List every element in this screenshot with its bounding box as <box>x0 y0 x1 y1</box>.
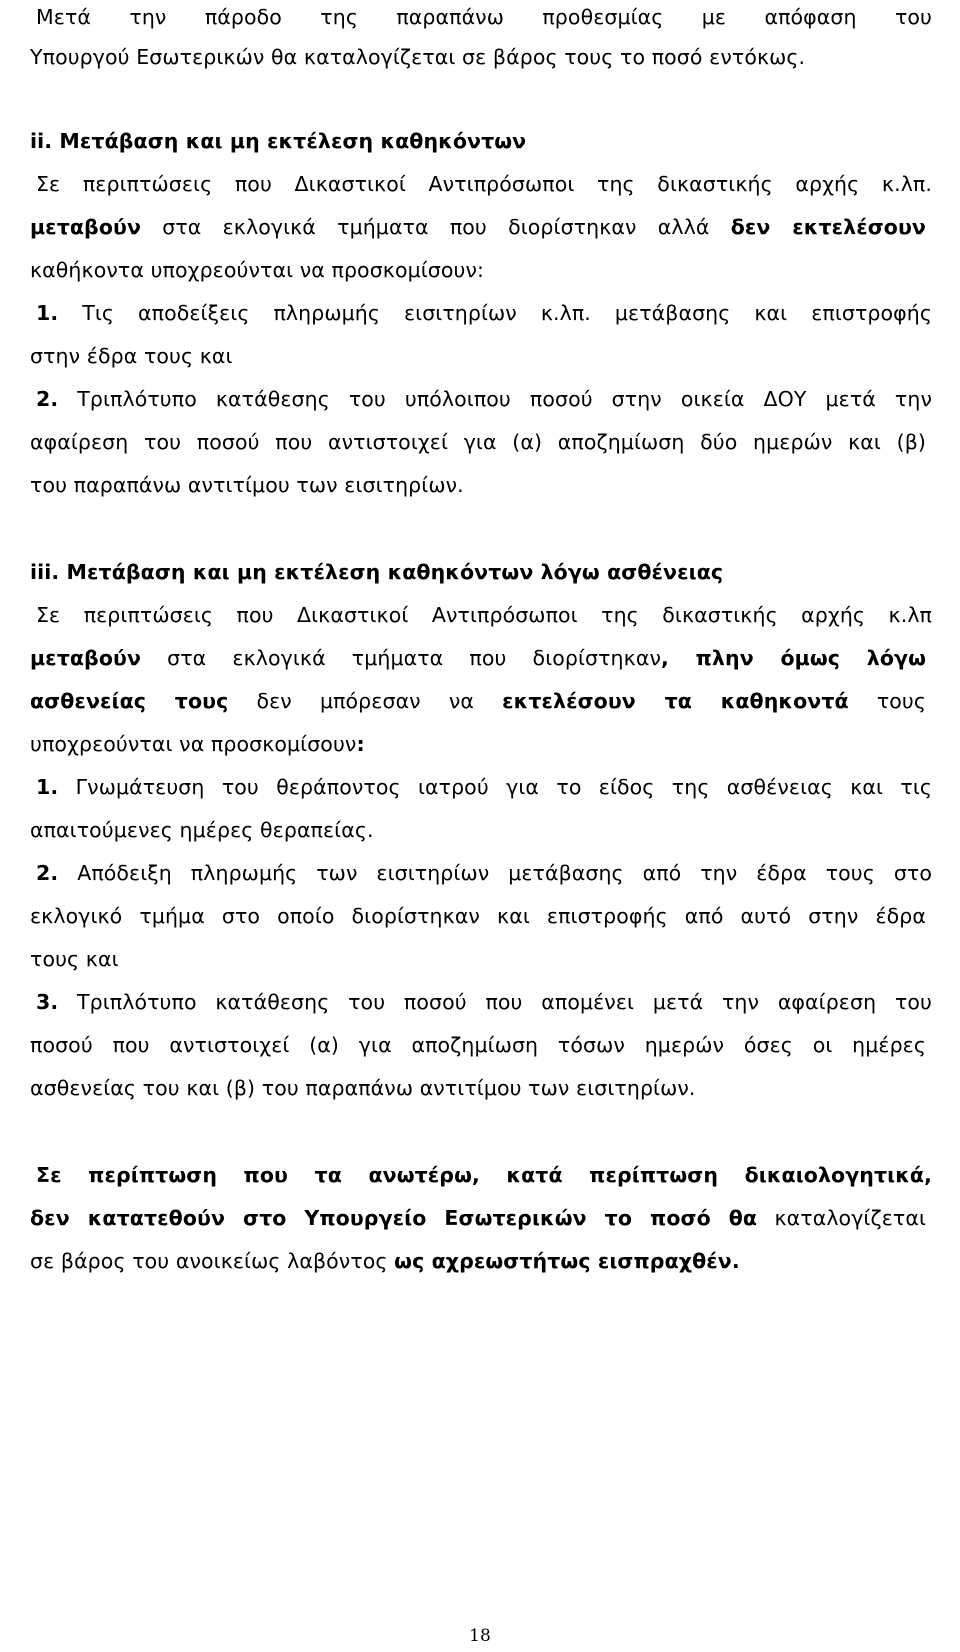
text-run: σε βάρος του ανοικείως λαβόντος <box>30 1249 395 1273</box>
list-number: 1. <box>36 775 59 799</box>
text-run: στα εκλογικά τμήματα που διορίστηκαν αλλά <box>141 215 731 239</box>
text-run: τους <box>848 689 926 713</box>
list-number: 2. <box>36 861 59 885</box>
text-run: αφαίρεση του ποσού που αντιστοιχεί για (α) αποζημίωση δύο ημερών και (β) <box>30 430 926 454</box>
bold-text-run: δεν κατατεθούν στο Υπουργείο Εσωτερικών το ποσό θα <box>30 1206 758 1230</box>
text-run: ασθενείας του και (β) του παραπάνω αντιτίμου των εισιτηρίων. <box>30 1076 696 1100</box>
text-run: Υπουργού Εσωτερικών θα καταλογίζεται σε βάρος τους το ποσό εντόκως. <box>30 45 806 69</box>
text-run: Γνωμάτευση του θεράποντος ιατρού για το είδος της ασθένειας και τις <box>58 775 932 799</box>
paragraph-line <box>30 427 926 457</box>
paragraph-line <box>30 815 926 845</box>
list-item-2 <box>36 858 932 888</box>
list-item-2 <box>36 384 932 414</box>
list-item-1 <box>36 298 932 328</box>
paragraph-line <box>30 901 926 931</box>
bold-text-run: δεν εκτελέσουν <box>730 215 926 239</box>
text-run: τους και <box>30 947 119 971</box>
bold-text-run: : <box>356 732 365 756</box>
list-number: 2. <box>36 387 59 411</box>
text-run: Τριπλότυπο κατάθεσης του υπόλοιπου ποσού στην οικεία ΔΟΥ μετά την <box>58 387 932 411</box>
list-number: 1. <box>36 301 59 325</box>
list-item-1 <box>36 772 932 802</box>
text-run: καταλογίζεται <box>757 1206 926 1230</box>
bold-text-run: μεταβούν <box>30 215 142 239</box>
section-heading-iii <box>30 557 926 587</box>
closing-paragraph-line <box>30 1246 926 1276</box>
text-run: καθήκοντα υποχρεούνται να προσκομίσουν: <box>30 258 485 282</box>
closing-paragraph-line <box>36 1160 932 1190</box>
bold-text-run: μεταβούν <box>30 646 142 670</box>
paragraph-line <box>36 169 932 199</box>
paragraph-line <box>30 944 926 974</box>
text-run: απαιτούμενες ημέρες θεραπείας. <box>30 818 374 842</box>
text-run: του παραπάνω αντιτίμου των εισιτηρίων. <box>30 473 464 497</box>
bold-text-run: ως αχρεωστήτως εισπραχθέν. <box>394 1249 740 1273</box>
paragraph-line <box>36 600 932 630</box>
text-run: Τριπλότυπο κατάθεσης του ποσού που απομένει μετά την αφαίρεση του <box>58 990 932 1014</box>
paragraph-line <box>30 255 926 285</box>
text-run: υποχρεούνται να προσκομίσουν <box>30 732 357 756</box>
bold-text-run: , πλην όμως λόγω <box>661 646 926 670</box>
text-run: Μετά την πάροδο της παραπάνω προθεσμίας με απόφαση του <box>36 5 932 29</box>
text-run: στα εκλογικά τμήματα που διορίστηκαν <box>141 646 661 670</box>
bold-text-run: εκτελέσουν τα καθηκοντά <box>502 689 849 713</box>
text-run: Τις αποδείξεις πληρωμής εισιτηρίων κ.λπ. μετάβασης και επιστροφής <box>58 301 932 325</box>
paragraph-line <box>30 470 926 500</box>
paragraph-line <box>36 2 932 32</box>
text-run: εκλογικό τμήμα στο οποίο διορίστηκαν και επιστροφής από αυτό στην έδρα <box>30 904 926 928</box>
paragraph-line <box>30 1030 926 1060</box>
text-run: στην έδρα τους και <box>30 344 233 368</box>
text-run: Απόδειξη πληρωμής των εισιτηρίων μετάβασης από την έδρα τους στο <box>58 861 932 885</box>
section-heading-ii <box>30 126 926 156</box>
text-run: Σε περιπτώσεις που Δικαστικοί Αντιπρόσωποι της δικαστικής αρχής κ.λπ. <box>36 172 932 196</box>
paragraph-line <box>30 686 926 716</box>
paragraph-line <box>30 1073 926 1103</box>
paragraph-line <box>30 341 926 371</box>
page-number: 18 <box>469 1626 491 1646</box>
list-item-3 <box>36 987 932 1017</box>
bold-text-run: Σε περίπτωση που τα ανωτέρω, κατά περίπτωση δικαιολογητικά, <box>36 1163 932 1187</box>
paragraph-line <box>30 643 926 673</box>
text-run: Σε περιπτώσεις που Δικαστικοί Αντιπρόσωποι της δικαστικής αρχής κ.λπ <box>36 603 932 627</box>
text-run: δεν μπόρεσαν να <box>228 689 503 713</box>
heading-text: ii. Μετάβαση και μη εκτέλεση καθηκόντων <box>30 129 527 153</box>
heading-text: iii. Μετάβαση και μη εκτέλεση καθηκόντων λόγω ασθένειας <box>30 560 724 584</box>
list-number: 3. <box>36 990 59 1014</box>
text-run: ποσού που αντιστοιχεί (α) για αποζημίωση τόσων ημερών όσες οι ημέρες <box>30 1033 926 1057</box>
paragraph-line <box>30 729 926 759</box>
paragraph-line <box>30 42 926 72</box>
closing-paragraph-line <box>30 1203 926 1233</box>
bold-text-run: ασθενείας τους <box>30 689 229 713</box>
paragraph-line <box>30 212 926 242</box>
